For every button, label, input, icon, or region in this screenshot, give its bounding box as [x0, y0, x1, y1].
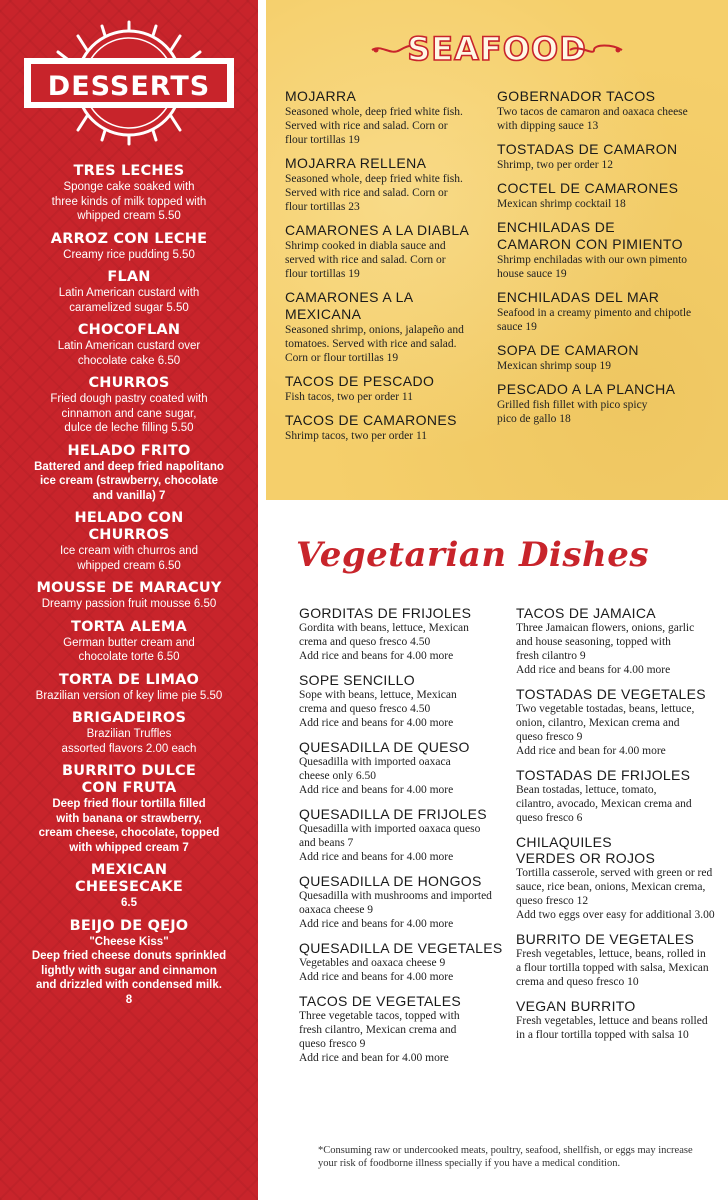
dessert-description: Sponge cake soaked with three kinds of milk topped with whipped cream 5.50: [51, 181, 207, 222]
vegetarian-item-description: Two vegetable tostadas, beans, lettuce, onion, cilantro, Mexican crema and queso fresco 9: [516, 703, 695, 743]
vegetarian-item-addon: Add rice and bean for 4.00 more: [299, 1052, 449, 1064]
dessert-description: German butter cream and chocolate torte 6.50: [63, 636, 195, 663]
seafood-panel: [266, 0, 728, 500]
seafood-item-name: SOPA DE CAMARON: [497, 342, 639, 358]
dessert-name: TRES LECHES: [73, 163, 185, 179]
vegetarian-item: [299, 739, 509, 797]
dessert-name: CHURROS: [88, 375, 170, 391]
dessert-item: [0, 672, 258, 704]
seafood-item-description: Mexican shrimp cocktail 18: [497, 198, 626, 210]
seafood-item-description: Shrimp tacos, two per order 11: [285, 430, 428, 442]
dessert-description: Fried dough pastry coated with cinnamon and cane sugar, dulce de leche filling 5.50: [50, 393, 208, 434]
seafood-item-name: COCTEL DE CAMARONES: [497, 180, 679, 196]
vegetarian-item-name: TACOS DE JAMAICA: [516, 605, 656, 621]
vegetarian-item: [299, 993, 509, 1065]
seafood-item-description: Seasoned shrimp, onions, jalapeño and tomatoes. Served with rice and salad. Corn or flour tortillas 19: [285, 324, 464, 364]
vegetarian-item-name: TACOS DE VEGETALES: [299, 993, 462, 1009]
vegetarian-item: [299, 940, 509, 984]
vegetarian-item-description: Vegetables and oaxaca cheese 9: [299, 957, 446, 969]
seafood-item: [497, 289, 725, 334]
seafood-item-description: Two tacos de camaron and oaxaca cheese with dipping sauce 13: [497, 106, 688, 132]
seafood-title: SEAFOOD: [407, 30, 587, 68]
seafood-item-description: Shrimp enchiladas with our own pimento house sauce 19: [497, 254, 688, 280]
seafood-right-column: [497, 88, 725, 434]
vegetarian-item-addon: Add rice and beans for 4.00 more: [299, 717, 454, 729]
vegetarian-item-addon: Add rice and beans for 4.00 more: [299, 918, 454, 930]
seafood-item-name: ENCHILADAS DEL MAR: [497, 289, 660, 305]
vegetarian-item-name: SOPE SENCILLO: [299, 672, 415, 688]
vegetarian-item-description: Fresh vegetables, lettuce and beans rolled in a flour tortilla topped with salsa 10: [516, 1015, 708, 1041]
dessert-item: [0, 443, 258, 504]
vegetarian-item: [299, 806, 509, 864]
vegetarian-item: [299, 672, 509, 730]
seafood-item-name: TACOS DE PESCADO: [285, 373, 435, 389]
vegetarian-item-name: GORDITAS DE FRIJOLES: [299, 605, 472, 621]
seafood-item-name: CAMARONES A LA MEXICANA: [285, 289, 414, 322]
dessert-name: BEIJO DE QEJO: [69, 917, 189, 934]
vegetarian-item-name: TOSTADAS DE VEGETALES: [516, 686, 706, 702]
seafood-item: [285, 88, 493, 147]
vegetarian-left-column: [299, 605, 509, 1074]
dessert-name: MEXICAN CHEESECAKE: [75, 862, 183, 895]
desserts-title: DESSERTS: [47, 71, 211, 102]
dessert-item: [0, 510, 258, 573]
dessert-description: Dreamy passion fruit mousse 6.50: [41, 598, 217, 610]
desserts-panel: [0, 0, 258, 1200]
dessert-item: [0, 710, 258, 756]
seafood-item-description: Grilled fish fillet with pico spicy pico de gallo 18: [497, 399, 648, 425]
desserts-badge: [14, 8, 244, 158]
seafood-item-name: TOSTADAS DE CAMARON: [497, 141, 678, 157]
dessert-name: HELADO CON CHURROS: [74, 510, 184, 543]
dessert-description: 6.5: [121, 897, 137, 909]
vegetarian-item: [299, 605, 509, 663]
vegetarian-item: [516, 998, 724, 1042]
seafood-item-description: Seafood in a creamy pimento and chipotle sauce 19: [497, 307, 692, 333]
vegetarian-item-addon: Add rice and bean for 4.00 more: [516, 745, 666, 757]
seafood-item-name: MOJARRA RELLENA: [285, 155, 427, 171]
dessert-description: "Cheese Kiss" Deep fried cheese donuts sprinkled lightly with sugar and cinnamon and drizzled with condensed milk. 8: [31, 935, 227, 1006]
seafood-item-name: ENCHILADAS DE CAMARON CON PIMIENTO: [497, 219, 683, 252]
dessert-name: TORTA DE LIMAO: [58, 671, 200, 688]
seafood-item: [497, 342, 725, 373]
vegetarian-item: [516, 686, 724, 758]
seafood-item: [285, 412, 493, 443]
dessert-item: [0, 619, 258, 665]
dessert-item: [0, 163, 258, 224]
dessert-name: ARROZ CON LECHE: [50, 230, 208, 247]
vegetarian-item-name: QUESADILLA DE FRIJOLES: [299, 806, 487, 822]
seafood-item-description: Seasoned whole, deep fried white fish. Served with rice and salad. Corn or flour tortillas 23: [285, 173, 463, 213]
seafood-item-name: PESCADO A LA PLANCHA: [497, 381, 676, 397]
dessert-name: CHOCOFLAN: [77, 322, 181, 338]
vegetarian-right-column: [516, 605, 724, 1051]
vegetarian-item-description: Quesadilla with imported oaxaca cheese only 6.50: [299, 756, 451, 782]
dessert-item: [0, 322, 258, 368]
seafood-item-description: Seasoned whole, deep fried white fish. Served with rice and salad. Corn or flour tortillas 19: [285, 106, 463, 146]
vegetarian-item-name: QUESADILLA DE VEGETALES: [299, 940, 503, 956]
vegetarian-item-name: QUESADILLA DE HONGOS: [299, 873, 482, 889]
vegetarian-item: [516, 931, 724, 989]
vegetarian-item-addon: Add rice and beans for 4.00 more: [299, 851, 454, 863]
dessert-description: Creamy rice pudding 5.50: [63, 248, 195, 261]
vegetarian-item-addon: Add rice and beans for 4.00 more: [299, 650, 454, 662]
dessert-item: [0, 763, 258, 855]
seafood-item: [497, 88, 725, 133]
seafood-item: [497, 180, 725, 211]
dessert-name: MOUSSE DE MARACUY: [36, 580, 222, 596]
vegetarian-item-addon: Add two eggs over easy for additional 3.00: [516, 909, 715, 921]
dessert-item: [0, 862, 258, 911]
seafood-item: [285, 289, 493, 365]
vegetarian-item: [516, 767, 724, 825]
dessert-item: [0, 231, 258, 263]
seafood-item-name: MOJARRA: [285, 88, 357, 104]
seafood-item: [497, 381, 725, 426]
vegetarian-item: [516, 834, 724, 922]
seafood-item-description: Shrimp, two per order 12: [497, 159, 613, 171]
dessert-description: Battered and deep fried napolitano ice cream (strawberry, chocolate and vanilla) 7: [34, 460, 224, 502]
vegetarian-item-description: Three vegetable tacos, topped with fresh cilantro, Mexican crema and queso fresco 9: [299, 1010, 460, 1050]
dessert-description: Brazilian version of key lime pie 5.50: [35, 689, 223, 702]
dessert-item: [0, 918, 258, 1008]
vegetarian-item-name: VEGAN BURRITO: [516, 998, 636, 1014]
seafood-item: [285, 373, 493, 404]
dessert-description: Latin American custard over chocolate cake 6.50: [57, 340, 201, 367]
dessert-name: BURRITO DULCE CON FRUTA: [61, 763, 196, 796]
vegetarian-item-addon: Add rice and beans for 4.00 more: [299, 971, 454, 983]
seafood-item-name: CAMARONES A LA DIABLA: [285, 222, 470, 238]
vegetarian-item-description: Three Jamaican flowers, onions, garlic and house seasoning, topped with fresh cilantro 9: [516, 622, 695, 662]
flourish-right-icon: [568, 42, 624, 58]
dessert-item: [0, 580, 258, 612]
dessert-item: [0, 375, 258, 436]
seafood-item-name: TACOS DE CAMARONES: [285, 412, 457, 428]
dessert-name: FLAN: [107, 269, 151, 285]
dessert-description: Deep fried flour tortilla filled with banana or strawberry, cream cheese, chocolate, topped with whipped cream 7: [38, 798, 220, 854]
dessert-description: Latin American custard with caramelized sugar 5.50: [58, 287, 200, 314]
vegetarian-item-name: QUESADILLA DE QUESO: [299, 739, 470, 755]
vegetarian-item-name: BURRITO DE VEGETALES: [516, 931, 695, 947]
seafood-item: [285, 155, 493, 214]
disclaimer: *Consuming raw or undercooked meats, poultry, seafood, shellfish, or eggs may increase your risk of foodborne illness specially if you have a medical condition.: [318, 1145, 693, 1169]
dessert-name: BRIGADEIROS: [71, 710, 187, 726]
vegetarian-item-description: Quesadilla with mushrooms and imported oaxaca cheese 9: [299, 890, 492, 916]
seafood-item-description: Mexican shrimp soup 19: [497, 360, 612, 372]
dessert-name: TORTA ALEMA: [71, 618, 187, 635]
vegetarian-item-addon: Add rice and beans for 4.00 more: [299, 784, 454, 796]
vegetarian-item-name: CHILAQUILES VERDES OR ROJOS: [516, 834, 656, 866]
seafood-item: [285, 222, 493, 281]
vegetarian-item: [516, 605, 724, 677]
vegetarian-item-description: Quesadilla with imported oaxaca queso and beans 7: [299, 823, 481, 849]
seafood-item: [497, 141, 725, 172]
seafood-item-description: Shrimp cooked in diabla sauce and served with rice and salad. Corn or flour tortillas 19: [285, 240, 446, 280]
vegetarian-item-description: Gordita with beans, lettuce, Mexican crema and queso fresco 4.50: [299, 622, 469, 648]
vegetarian-title: Vegetarian Dishes: [296, 535, 649, 575]
vegetarian-item: [299, 873, 509, 931]
dessert-name: HELADO FRITO: [67, 442, 191, 459]
seafood-item-description: Fish tacos, two per order 11: [285, 391, 413, 403]
seafood-item-name: GOBERNADOR TACOS: [497, 88, 656, 104]
vegetarian-item-description: Sope with beans, lettuce, Mexican crema and queso fresco 4.50: [299, 689, 457, 715]
vegetarian-item-addon: Add rice and beans for 4.00 more: [516, 664, 671, 676]
vegetarian-item-description: Tortilla casserole, served with green or red sauce, rice bean, onions, Mexican crema, queso fresco 12: [516, 867, 713, 907]
vegetarian-item-description: Fresh vegetables, lettuce, beans, rolled in a flour tortilla topped with salsa, Mexican crema and queso fresco 10: [516, 948, 709, 988]
dessert-description: Ice cream with churros and whipped cream 6.50: [59, 545, 199, 572]
seafood-item: [497, 219, 725, 281]
dessert-item: [0, 269, 258, 315]
seafood-left-column: [285, 88, 493, 451]
desserts-list: [0, 163, 258, 1014]
dessert-description: Brazilian Truffles assorted flavors 2.00 each: [61, 728, 197, 755]
vegetarian-item-description: Bean tostadas, lettuce, tomato, cilantro, avocado, Mexican crema and queso fresco 6: [516, 784, 692, 824]
vegetarian-item-name: TOSTADAS DE FRIJOLES: [516, 767, 691, 783]
